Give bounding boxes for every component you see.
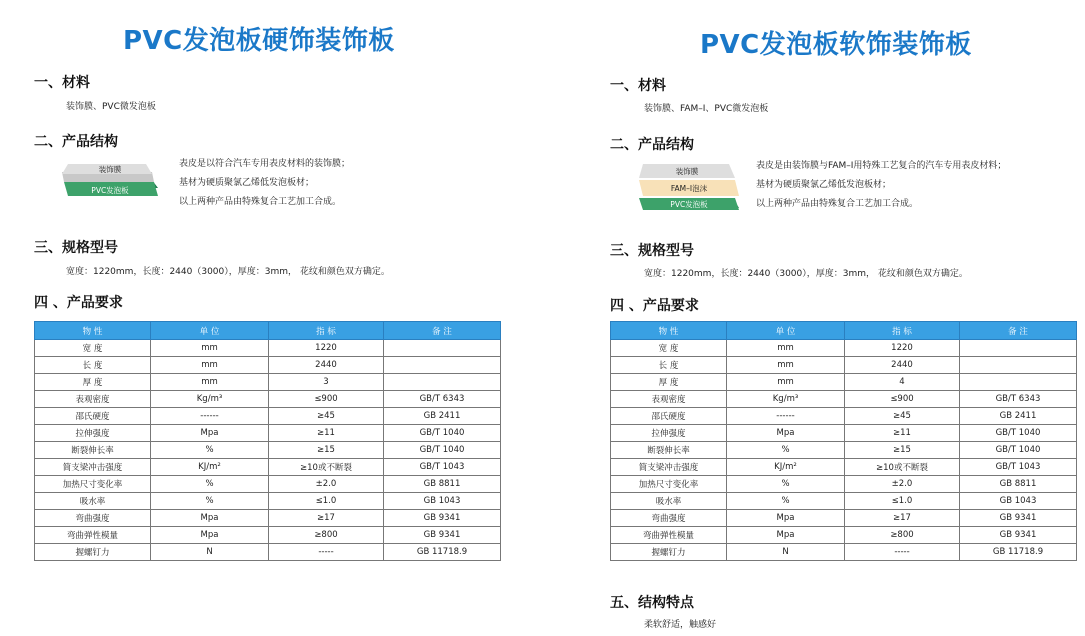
table-cell: 握螺钉力 <box>611 544 727 561</box>
table-row <box>35 340 501 357</box>
table-cell: 断裂伸长率 <box>35 442 151 459</box>
table-cell: 弯曲弹性模量 <box>611 527 727 544</box>
layer-label: 装饰膜 <box>98 165 122 174</box>
table-cell: mm <box>151 357 269 374</box>
column-header: 备 注 <box>384 322 501 340</box>
table-row <box>611 510 1077 527</box>
table-row <box>611 527 1077 544</box>
table-cell: % <box>727 442 845 459</box>
table-row <box>35 493 501 510</box>
table-cell <box>384 357 501 374</box>
table-cell: GB/T 1043 <box>384 459 501 476</box>
table-cell: GB 1043 <box>384 493 501 510</box>
table-row <box>35 391 501 408</box>
table-cell: GB 8811 <box>960 476 1077 493</box>
table-cell: ≤1.0 <box>269 493 384 510</box>
table-cell: 吸水率 <box>611 493 727 510</box>
column-header: 单 位 <box>727 322 845 340</box>
table-cell: 长 度 <box>35 357 151 374</box>
table-cell: Mpa <box>151 527 269 544</box>
table-cell: % <box>727 476 845 493</box>
table-cell: Mpa <box>151 510 269 527</box>
table-cell: 拉伸强度 <box>611 425 727 442</box>
features-text: 柔软舒适，触感好 <box>644 620 717 630</box>
table-row <box>35 408 501 425</box>
table-cell: mm <box>727 374 845 391</box>
section-heading-structure: 二、产品结构 <box>34 134 118 150</box>
table-row <box>35 374 501 391</box>
table-cell: GB/T 6343 <box>960 391 1077 408</box>
structure-line: 表皮是以符合汽车专用表皮材料的装饰膜； <box>179 159 351 169</box>
table-cell: GB 2411 <box>384 408 501 425</box>
table-cell: 邵氏硬度 <box>611 408 727 425</box>
section-heading-requirements: 四 、产品要求 <box>610 298 699 314</box>
table-cell: GB 9341 <box>960 510 1077 527</box>
table-cell: GB/T 1040 <box>960 442 1077 459</box>
table-row <box>35 425 501 442</box>
table-cell: 加热尺寸变化率 <box>611 476 727 493</box>
table-cell: 表观密度 <box>611 391 727 408</box>
table-cell: GB 2411 <box>960 408 1077 425</box>
table-cell: ----- <box>845 544 960 561</box>
table-cell: 4 <box>845 374 960 391</box>
table-cell <box>384 340 501 357</box>
table-cell: ≥45 <box>269 408 384 425</box>
table-cell: ≤900 <box>845 391 960 408</box>
table-cell: GB 11718.9 <box>960 544 1077 561</box>
table-row <box>611 493 1077 510</box>
table-cell: 简支梁冲击强度 <box>35 459 151 476</box>
table-cell: 握螺钉力 <box>35 544 151 561</box>
structure-line: 以上两种产品由特殊复合工艺加工合成。 <box>756 199 919 209</box>
table-cell: GB/T 1040 <box>384 425 501 442</box>
column-header: 指 标 <box>269 322 384 340</box>
table-cell: mm <box>151 340 269 357</box>
table-cell: GB/T 1043 <box>960 459 1077 476</box>
structure-description <box>179 155 350 212</box>
table-cell: 邵氏硬度 <box>35 408 151 425</box>
requirements-table <box>34 321 501 561</box>
table-cell: % <box>151 476 269 493</box>
table-cell: 加热尺寸变化率 <box>35 476 151 493</box>
page-title: PVC发泡板硬饰装饰板 <box>123 26 395 56</box>
structure-line: 基材为硬质聚氯乙烯低发泡板材； <box>756 180 892 190</box>
column-header: 备 注 <box>960 322 1077 340</box>
table-cell: 弯曲强度 <box>35 510 151 527</box>
table-cell: ≥45 <box>845 408 960 425</box>
table-cell: 吸水率 <box>35 493 151 510</box>
table-cell: % <box>151 493 269 510</box>
table-row <box>35 442 501 459</box>
table-cell: % <box>727 493 845 510</box>
layer-label: FAM–I泡沫 <box>670 184 708 193</box>
table-cell: GB/T 1040 <box>384 442 501 459</box>
table-cell: Mpa <box>727 425 845 442</box>
table-cell: Kg/m³ <box>727 391 845 408</box>
table-cell: ≤1.0 <box>845 493 960 510</box>
table-row <box>611 442 1077 459</box>
table-cell: GB 9341 <box>384 510 501 527</box>
material-text: 装饰膜、PVC微发泡板 <box>66 102 156 112</box>
structure-line: 以上两种产品由特殊复合工艺加工合成。 <box>179 197 342 207</box>
table-cell: Mpa <box>151 425 269 442</box>
table-row <box>35 544 501 561</box>
table-cell: 拉伸强度 <box>35 425 151 442</box>
table-cell: ≥17 <box>845 510 960 527</box>
structure-line: 表皮是由装饰膜与FAM–I用特殊工艺复合的汽车专用表皮材料； <box>756 161 1007 171</box>
table-cell: 2440 <box>845 357 960 374</box>
table-cell: 断裂伸长率 <box>611 442 727 459</box>
table-row <box>611 459 1077 476</box>
table-cell: ≥15 <box>845 442 960 459</box>
table-cell: KJ/m² <box>151 459 269 476</box>
table-cell: 1220 <box>845 340 960 357</box>
spec-text: 宽度：1220mm，长度：2440（3000），厚度：3mm， 花纹和颜色双方确定。 <box>66 267 390 277</box>
table-cell: ≥10或不断裂 <box>845 459 960 476</box>
table-cell <box>960 340 1077 357</box>
table-cell: ------ <box>151 408 269 425</box>
page-title: PVC发泡板软饰装饰板 <box>700 30 972 60</box>
table-cell: N <box>151 544 269 561</box>
table-cell <box>960 374 1077 391</box>
section-heading-features: 五、结构特点 <box>610 595 694 611</box>
table-row <box>611 357 1077 374</box>
layer-structure-diagram <box>635 162 745 212</box>
column-header: 物 性 <box>35 322 151 340</box>
table-cell: GB 1043 <box>960 493 1077 510</box>
table-cell: GB/T 6343 <box>384 391 501 408</box>
table-row <box>611 425 1077 442</box>
table-cell: ----- <box>269 544 384 561</box>
structure-line: 基材为硬质聚氯乙烯低发泡板材； <box>179 178 315 188</box>
table-row <box>611 544 1077 561</box>
table-cell: 1220 <box>269 340 384 357</box>
table-cell: ≥17 <box>269 510 384 527</box>
table-cell: GB 9341 <box>384 527 501 544</box>
section-heading-spec: 三、规格型号 <box>610 243 694 259</box>
table-row <box>611 476 1077 493</box>
layer-label: PVC发泡板 <box>670 200 708 209</box>
table-cell: GB/T 1040 <box>960 425 1077 442</box>
table-cell: ≥10或不断裂 <box>269 459 384 476</box>
table-cell: GB 11718.9 <box>384 544 501 561</box>
table-cell: 简支梁冲击强度 <box>611 459 727 476</box>
table-cell: 长 度 <box>611 357 727 374</box>
table-cell: ≤900 <box>269 391 384 408</box>
table-cell: 厚 度 <box>611 374 727 391</box>
material-text: 装饰膜、FAM–I、PVC微发泡板 <box>644 104 769 114</box>
table-cell: mm <box>727 340 845 357</box>
table-row <box>611 374 1077 391</box>
table-header-row <box>35 322 501 340</box>
column-header: 物 性 <box>611 322 727 340</box>
table-cell: 宽 度 <box>611 340 727 357</box>
table-cell: GB 9341 <box>960 527 1077 544</box>
section-heading-structure: 二、产品结构 <box>610 137 694 153</box>
table-cell: mm <box>151 374 269 391</box>
section-heading-material: 一、材料 <box>610 78 666 94</box>
table-row <box>611 408 1077 425</box>
section-heading-requirements: 四 、产品要求 <box>34 295 123 311</box>
table-cell: 宽 度 <box>35 340 151 357</box>
table-row <box>35 510 501 527</box>
table-row <box>35 527 501 544</box>
table-cell: ±2.0 <box>845 476 960 493</box>
spec-text: 宽度：1220mm，长度：2440（3000），厚度：3mm， 花纹和颜色双方确定。 <box>644 269 968 279</box>
table-row <box>611 391 1077 408</box>
table-cell: 弯曲弹性模量 <box>35 527 151 544</box>
table-cell: ≥800 <box>845 527 960 544</box>
table-cell: ≥800 <box>269 527 384 544</box>
table-row <box>35 459 501 476</box>
table-cell: ------ <box>727 408 845 425</box>
structure-description <box>756 157 1006 214</box>
table-row <box>35 357 501 374</box>
table-row <box>35 476 501 493</box>
table-cell: mm <box>727 357 845 374</box>
table-cell: ≥15 <box>269 442 384 459</box>
column-header: 指 标 <box>845 322 960 340</box>
table-cell: KJ/m² <box>727 459 845 476</box>
section-heading-spec: 三、规格型号 <box>34 240 118 256</box>
table-cell: ≥11 <box>269 425 384 442</box>
table-cell: % <box>151 442 269 459</box>
layer-label: PVC发泡板 <box>91 186 129 195</box>
table-header-row <box>611 322 1077 340</box>
column-header: 单 位 <box>151 322 269 340</box>
section-heading-material: 一、材料 <box>34 75 90 91</box>
table-cell: Kg/m³ <box>151 391 269 408</box>
requirements-table <box>610 321 1077 561</box>
layer-label: 装饰膜 <box>675 167 699 176</box>
layer-structure-diagram <box>60 160 160 202</box>
table-cell <box>960 357 1077 374</box>
table-cell: ±2.0 <box>269 476 384 493</box>
table-row <box>611 340 1077 357</box>
table-cell: 厚 度 <box>35 374 151 391</box>
table-cell: 弯曲强度 <box>611 510 727 527</box>
table-cell: GB 8811 <box>384 476 501 493</box>
table-cell <box>384 374 501 391</box>
table-cell: 2440 <box>269 357 384 374</box>
table-cell: 表观密度 <box>35 391 151 408</box>
table-cell: 3 <box>269 374 384 391</box>
table-cell: Mpa <box>727 527 845 544</box>
table-cell: ≥11 <box>845 425 960 442</box>
table-cell: N <box>727 544 845 561</box>
table-cell: Mpa <box>727 510 845 527</box>
